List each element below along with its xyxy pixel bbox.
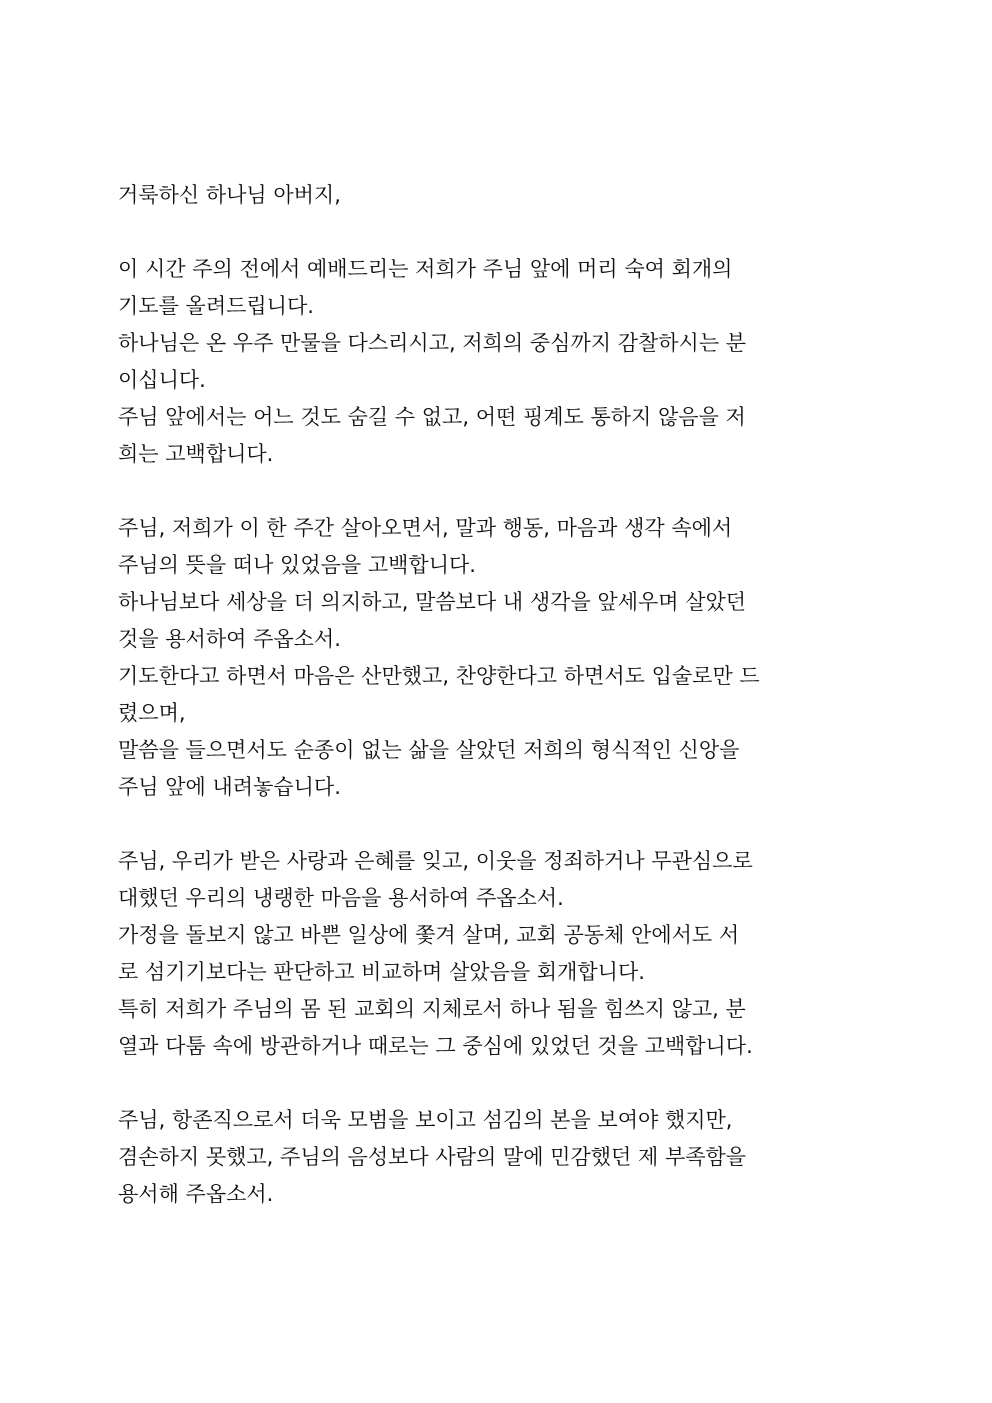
text-line: 희는 고백합니다. — [118, 442, 274, 466]
text-line: 하나님보다 세상을 더 의지하고, 말씀보다 내 생각을 앞세우며 살았던 — [118, 590, 747, 614]
text-line: 이십니다. — [118, 368, 206, 392]
text-line: 주님, 우리가 받은 사랑과 은혜를 잊고, 이웃을 정죄하거나 무관심으로 — [118, 849, 753, 873]
text-line: 로 섬기기보다는 판단하고 비교하며 살았음을 회개합니다. — [118, 960, 645, 984]
text-line: 주님 앞에 내려놓습니다. — [118, 775, 341, 799]
paragraph-gap — [118, 214, 874, 251]
text-line: 거룩하신 하나님 아버지, — [118, 183, 341, 207]
text-line: 주님, 항존직으로서 더욱 모범을 보이고 섬김의 본을 보여야 했지만, — [118, 1108, 733, 1132]
text-line: 기도한다고 하면서 마음은 산만했고, 찬양한다고 하면서도 입술로만 드 — [118, 664, 760, 688]
text-line: 열과 다툼 속에 방관하거나 때로는 그 중심에 있었던 것을 고백합니다. — [118, 1034, 753, 1058]
paragraph-2 — [118, 510, 874, 806]
text-line: 주님의 뜻을 떠나 있었음을 고백합니다. — [118, 553, 476, 577]
text-line: 주님, 저희가 이 한 주간 살아오면서, 말과 행동, 마음과 생각 속에서 — [118, 516, 733, 540]
paragraph-1 — [118, 251, 874, 473]
text-line: 겸손하지 못했고, 주님의 음성보다 사람의 말에 민감했던 제 부족함을 — [118, 1145, 747, 1169]
text-line: 것을 용서하여 주옵소서. — [118, 627, 341, 651]
text-line: 이 시간 주의 전에서 예배드리는 저희가 주님 앞에 머리 숙여 회개의 — [118, 257, 733, 281]
text-line: 말씀을 들으면서도 순종이 없는 삶을 살았던 저희의 형식적인 신앙을 — [118, 738, 740, 762]
paragraph-gap — [118, 473, 874, 510]
greeting-line — [118, 177, 874, 214]
paragraph-gap — [118, 806, 874, 843]
text-line: 특히 저희가 주님의 몸 된 교회의 지체로서 하나 됨을 힘쓰지 않고, 분 — [118, 997, 746, 1021]
text-line: 가정을 돌보지 않고 바쁜 일상에 쫓겨 살며, 교회 공동체 안에서도 서 — [118, 923, 740, 947]
text-line: 대했던 우리의 냉랭한 마음을 용서하여 주옵소서. — [118, 886, 564, 910]
text-line: 기도를 올려드립니다. — [118, 294, 314, 318]
paragraph-3 — [118, 843, 874, 1065]
text-line: 하나님은 온 우주 만물을 다스리시고, 저희의 중심까지 감찰하시는 분 — [118, 331, 747, 355]
text-line: 주님 앞에서는 어느 것도 숨길 수 없고, 어떤 핑계도 통하지 않음을 저 — [118, 405, 746, 429]
paragraph-gap — [118, 1065, 874, 1102]
paragraph-4 — [118, 1102, 874, 1213]
text-line: 용서해 주옵소서. — [118, 1182, 274, 1206]
text-line: 렸으며, — [118, 701, 186, 725]
prayer-text — [118, 177, 874, 1213]
